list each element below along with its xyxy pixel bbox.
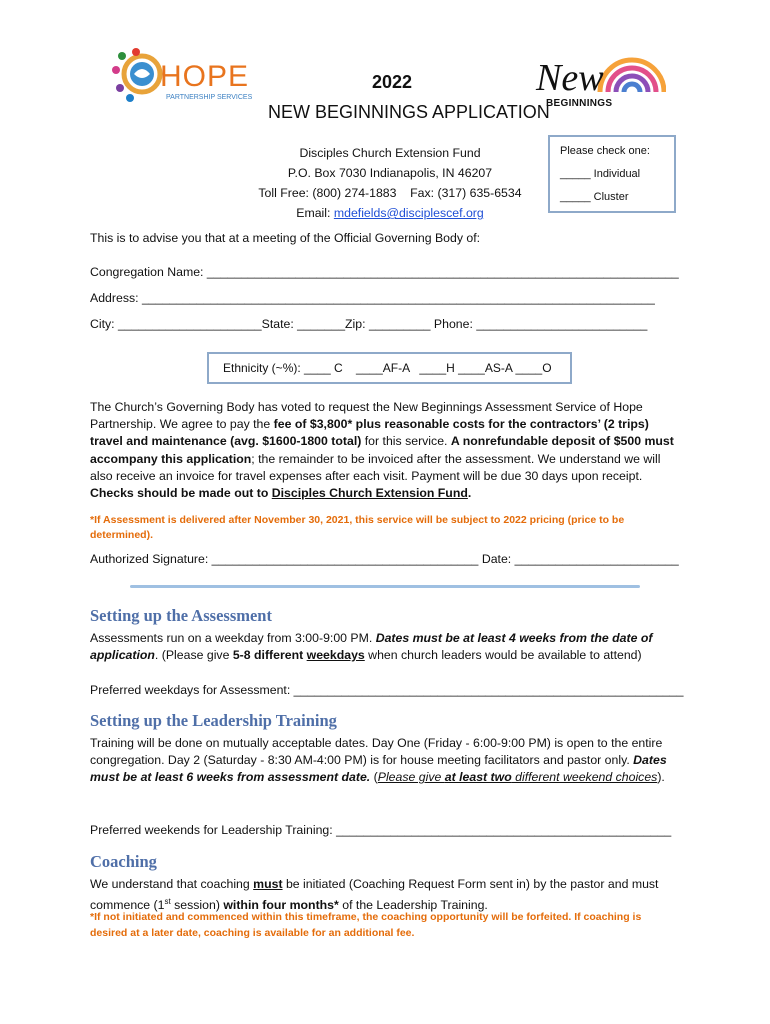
training-text-7: ). bbox=[657, 770, 665, 785]
training-text-4: Please give bbox=[377, 770, 445, 785]
agreement-text-1: The Church’s Governing Body has voted to request the New Beginnings Assessment Service of Hope Partnership. We agree to pay the bbox=[90, 400, 643, 432]
email-label: Email: bbox=[296, 206, 334, 220]
email-link[interactable]: mdefields@disciplescef.org bbox=[333, 206, 484, 220]
hope-word: HOPE bbox=[160, 60, 250, 93]
assessment-heading: Setting up the Assessment bbox=[90, 606, 272, 625]
preferred-weekdays-field[interactable]: Preferred weekdays for Assessment: _________________________________________________________ bbox=[90, 683, 684, 697]
section-divider bbox=[130, 585, 640, 588]
type-check-box bbox=[548, 135, 676, 213]
training-text-1: Training will be done on mutually acceptable dates. Day One (Friday - 6:00-9:00 PM) is open to the entire congregation. Day 2 (Saturday - 8:30 AM-4:00 PM) is for house meeting facilitators and pastor only. bbox=[90, 736, 663, 768]
coaching-note: *If not initiated and commenced within this timeframe, the coaching opportunity will be forfeited. If coaching is desired at a later date, coaching is available for an additional fee. bbox=[90, 911, 642, 939]
fee-text: fee of $3,800* plus reasonable costs for the contractors’ (2 trips) travel and maintenance (avg. $1600-1800 total) bbox=[90, 417, 649, 449]
pricing-note: *If Assessment is delivered after November 30, 2021, this service will be subject to 2022 pricing (price to be determined). bbox=[90, 514, 625, 541]
congregation-field[interactable]: Congregation Name: _____________________________________________________________________ bbox=[90, 265, 679, 279]
address-field[interactable]: Address: ___________________________________________________________________________ bbox=[90, 291, 655, 305]
coaching-text-1: We understand that coaching bbox=[90, 877, 254, 891]
training-at-least-two: at least two bbox=[444, 770, 512, 785]
period-text: . bbox=[467, 486, 472, 501]
intro-text: This is to advise you that at a meeting of the Official Governing Body of: bbox=[90, 231, 481, 245]
cluster-option[interactable]: _____ Cluster bbox=[560, 191, 629, 203]
new-beginnings-logo bbox=[532, 38, 642, 110]
ethnicity-box bbox=[207, 352, 572, 384]
assessment-weekdays: weekdays bbox=[306, 648, 365, 663]
signature-field[interactable]: Authorized Signature: _______________________________________ Date: ________________________ bbox=[90, 552, 679, 566]
agreement-text-2: for this service. bbox=[361, 434, 451, 449]
training-text-3: ( bbox=[370, 770, 378, 785]
training-text-6: different weekend choices bbox=[511, 770, 658, 785]
coaching-text-4: session) bbox=[170, 898, 224, 913]
assessment-text-3: . (Please give bbox=[154, 648, 233, 663]
training-paragraph bbox=[90, 735, 680, 787]
coaching-paragraph bbox=[90, 876, 680, 915]
assessment-text-4: 5-8 different bbox=[232, 648, 307, 663]
payee-text: Disciples Church Extension Fund bbox=[271, 486, 468, 501]
assessment-text-6: when church leaders would be available to attend) bbox=[364, 648, 642, 663]
preferred-weekends-field[interactable]: Preferred weekends for Leadership Training: _________________________________________________ bbox=[90, 823, 672, 837]
email-line bbox=[240, 203, 540, 223]
coaching-text-3: be initiated (Coaching Request Form sent in) by the pastor and must commence (1 bbox=[90, 877, 659, 913]
training-heading: Setting up the Leadership Training bbox=[90, 711, 337, 730]
city-state-zip-phone-field[interactable]: City: _____________________State: _______Zip: _________ Phone: _________________________ bbox=[90, 317, 648, 331]
beginnings-word: BEGINNINGS bbox=[546, 98, 613, 109]
po-box: P.O. Box 7030 Indianapolis, IN 46207 bbox=[287, 166, 493, 180]
rainbow-icon bbox=[596, 38, 666, 92]
individual-option[interactable]: _____ Individual bbox=[560, 168, 641, 180]
coaching-must: must bbox=[253, 877, 283, 891]
hope-logo bbox=[108, 44, 258, 106]
phone-fax: Toll Free: (800) 274-1883 Fax: (317) 635-6534 bbox=[258, 186, 522, 200]
assessment-text-1: Assessments run on a weekday from 3:00-9:00 PM. bbox=[90, 631, 376, 645]
assessment-deadline: Dates must be at least 4 weeks from the date of application bbox=[90, 631, 653, 663]
agreement-text-3: ; the remainder to be invoiced after the assessment. We understand we will also receive an invoice for travel expenses after each visit. Payment will be due 30 days upon receipt. bbox=[90, 451, 661, 483]
form-year: 2022 bbox=[372, 72, 413, 92]
training-deadline: Dates must be at least 6 weeks from assessment date. bbox=[90, 753, 667, 785]
org-name: Disciples Church Extension Fund bbox=[299, 146, 481, 160]
check-title: Please check one: bbox=[560, 145, 650, 157]
agreement-paragraph bbox=[90, 399, 680, 502]
address-block bbox=[240, 143, 540, 223]
page-title: NEW BEGINNINGS APPLICATION bbox=[268, 102, 550, 122]
ethnicity-field[interactable]: Ethnicity (~%): ____ C ____AF-A ____H ____AS-A ____O bbox=[223, 361, 552, 375]
coaching-sup: st bbox=[164, 897, 171, 907]
coaching-four-months: within four months* bbox=[223, 898, 339, 913]
deposit-text: A nonrefundable deposit of $500 must accompany this application bbox=[90, 434, 674, 466]
assessment-paragraph bbox=[90, 630, 680, 664]
new-word: New bbox=[536, 57, 604, 99]
hope-subtitle: PARTNERSHIP SERVICES bbox=[166, 94, 253, 101]
coaching-heading: Coaching bbox=[90, 852, 157, 871]
checks-text: Checks should be made out to bbox=[90, 486, 272, 501]
coaching-text-6: of the Leadership Training. bbox=[338, 898, 488, 913]
